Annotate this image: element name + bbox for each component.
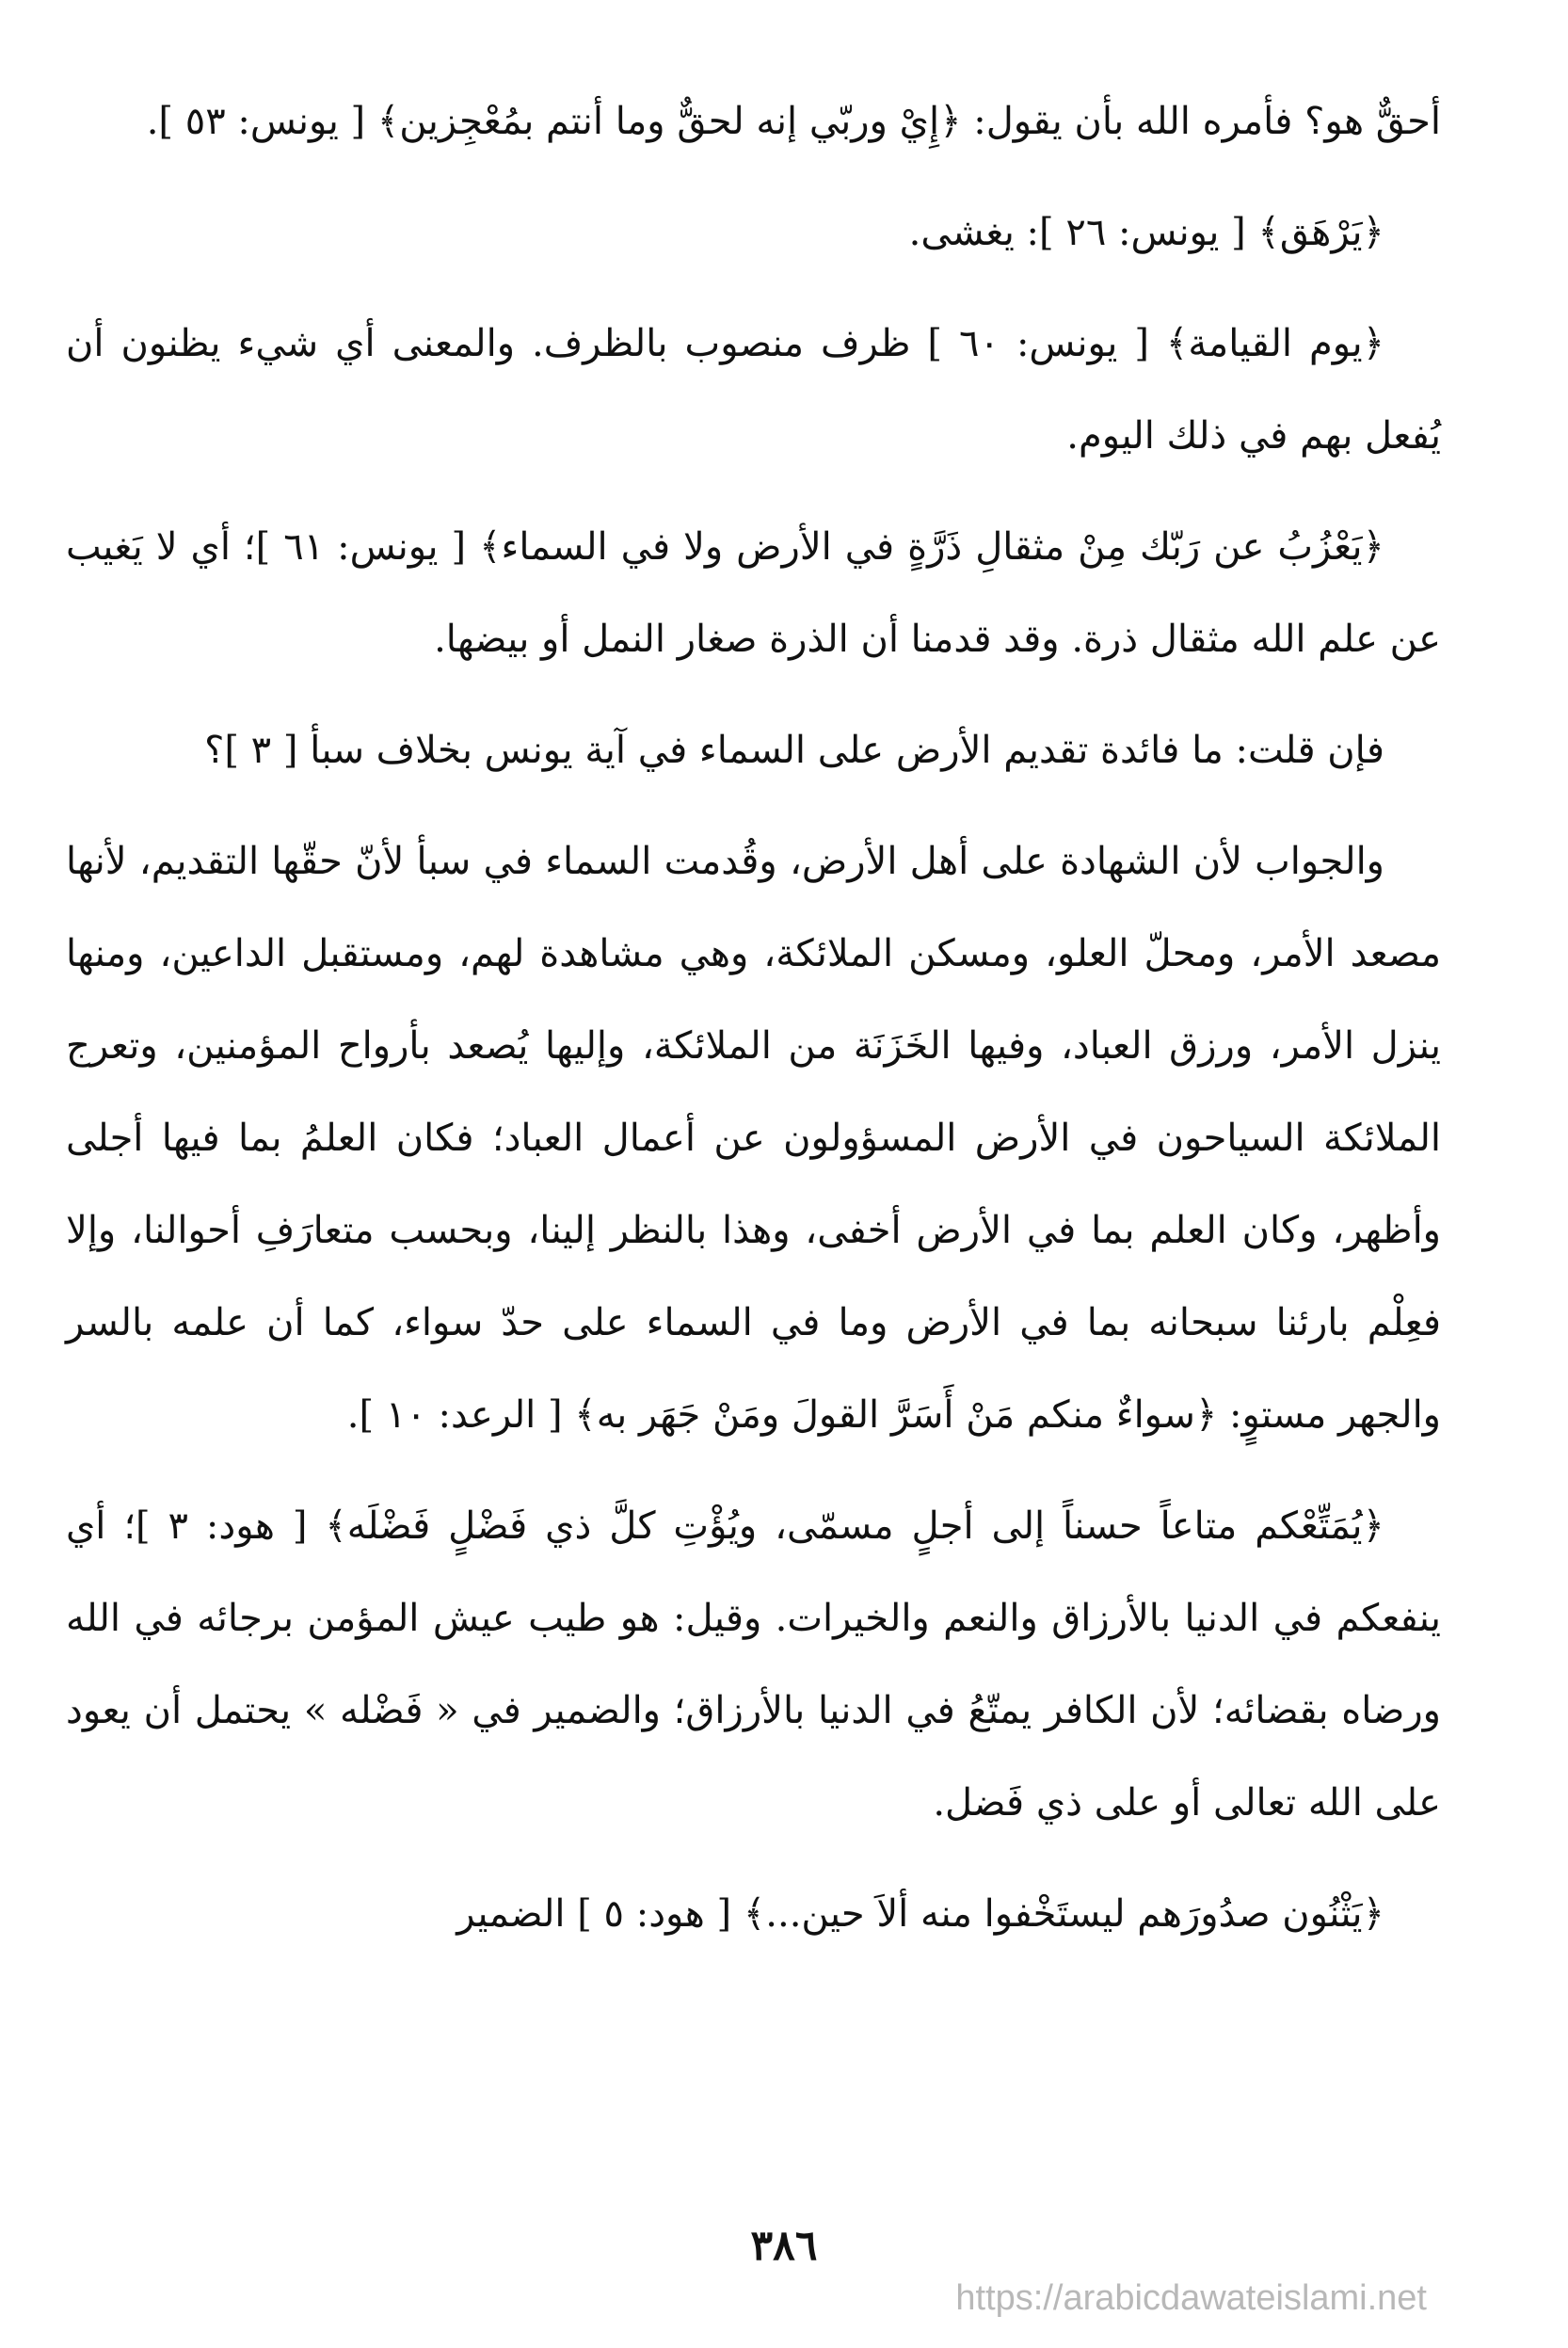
watermark-url: https://arabicdawateislami.net bbox=[955, 2278, 1427, 2318]
paragraph: أحقٌّ هو؟ فأمره الله بأن يقول: ﴿إِيْ وربّي إنه لحقٌّ وما أنتم بمُعْجِزين﴾ [ يونس: ٥٣ ]. bbox=[146, 100, 1441, 143]
paragraph: ﴿يوم القيامة﴾ [ يونس: ٦٠ ] ظرف منصوب بالظرف. والمعنى أي شيء يظنون أن يُفعل بهم في ذلك اليوم. bbox=[66, 322, 1441, 458]
page-body bbox=[66, 75, 1441, 1979]
page-number: ٣٨٦ bbox=[750, 2222, 818, 2270]
paragraph: ﴿يَرْهَق﴾ [ يونس: ٢٦ ]: يغشى. bbox=[908, 211, 1384, 254]
paragraph: فإن قلت: ما فائدة تقديم الأرض على السماء في آية يونس بخلاف سبأ [ ٣ ]؟ bbox=[204, 729, 1384, 772]
paragraph: والجواب لأن الشهادة على أهل الأرض، وقُدمت السماء في سبأ لأنّ حقّها التقديم، لأنها مصعد الأمر، ومحلّ العلو، ومسكن الملائكة، وهي مشاهدة لهم، ومستقبل الداعين، ومنها ينزل الأمر، ورزق العباد، وفيها الخَزَنَة من الملائكة، وإليها يُصعد بأرواح المؤمنين، وتعرج الملائكة السياحون في الأرض المسؤولون عن أعمال العباد؛ فكان العلمُ بما فيها أجلى وأظهر، وكان العلم بما في الأرض أخفى، وهذا بالنظر إلينا، وبحسب متعارَفِ أحوالنا، وإلا فعِلْم بارئنا سبحانه بما في الأرض وما في السماء على حدّ سواء، كما أن علمه بالسر والجهر مستوٍ: ﴿سواءٌ منكم مَنْ أَسَرَّ القولَ ومَنْ جَهَر به﴾ [ الرعد: ١٠ ]. bbox=[66, 840, 1441, 1437]
paragraph: ﴿يَعْزُبُ عن رَبّك مِنْ مثقالِ ذَرَّةٍ في الأرض ولا في السماء﴾ [ يونس: ٦١ ]؛ أي لا يَغيب عن علم الله مثقال ذرة. وقد قدمنا أن الذرة صغار النمل أو بيضها. bbox=[66, 525, 1441, 661]
paragraph: ﴿يُمَتِّعْكم متاعاً حسناً إلى أجلٍ مسمّى، ويُؤْتِ كلَّ ذي فَضْلٍ فَضْلَه﴾ [ هود: ٣ ]؛ أي ينفعكم في الدنيا بالأرزاق والنعم والخيرات. وقيل: هو طيب عيش المؤمن برجائه في الله ورضاه بقضائه؛ لأن الكافر يمتّعُ في الدنيا بالأرزاق؛ والضمير في « فَضْله » يحتمل أن يعود على الله تعالى أو على ذي فَضل. bbox=[66, 1504, 1441, 1825]
paragraph: ﴿يَثْنُون صدُورَهم ليستَخْفوا منه ألاَ حين...﴾ [ هود: ٥ ] الضمير bbox=[456, 1892, 1384, 1936]
